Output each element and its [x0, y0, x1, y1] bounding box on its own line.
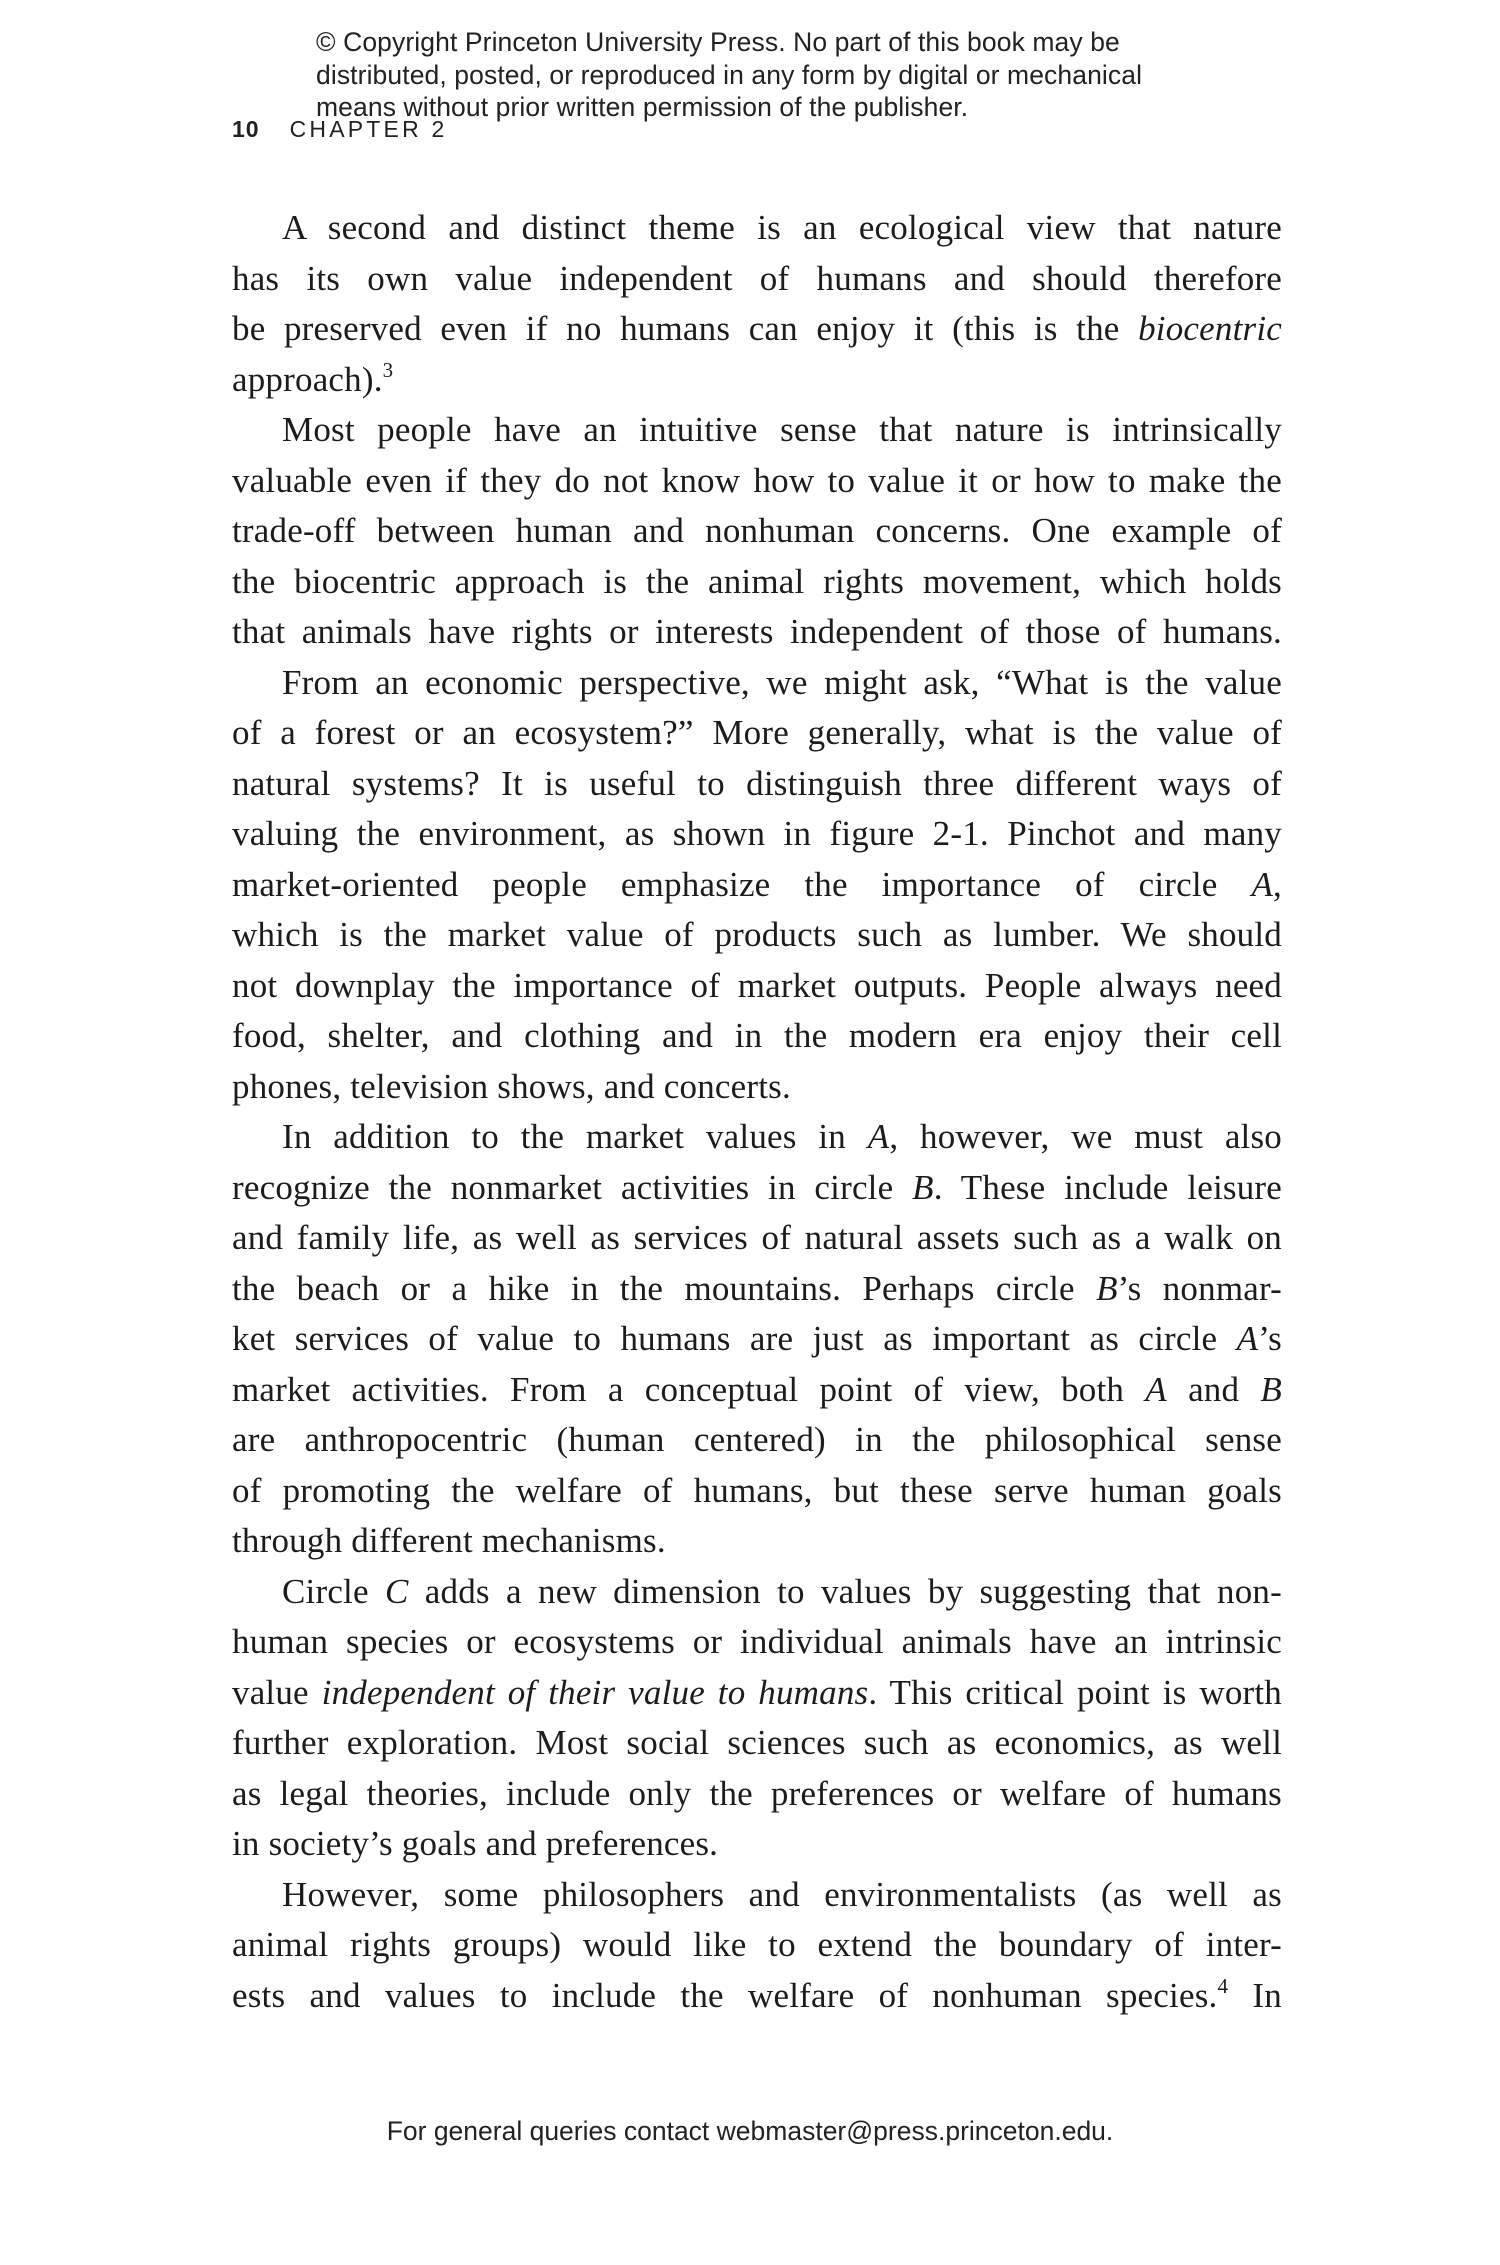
text-line: of a forest or an ecosystem?” More generally, what is the value of	[232, 713, 1282, 752]
paragraph	[232, 1567, 1282, 1870]
text-line: A second and distinct theme is an ecological view that nature	[282, 208, 1282, 247]
paragraph	[232, 405, 1282, 658]
text-line: valuing the environment, as shown in figure 2-1. Pinchot and many	[232, 814, 1282, 853]
text-line: as legal theories, include only the preferences or welfare of humans	[232, 1773, 1282, 1813]
text-line: market activities. From a conceptual point of view, both A and B	[232, 1369, 1282, 1409]
text-line: human species or ecosystems or individual animals have an intrinsic	[232, 1622, 1282, 1661]
text-line: has its own value independent of humans and should therefore	[232, 258, 1282, 298]
copyright-line: distributed, posted, or reproduced in any form by digital or mechanical	[316, 59, 1143, 90]
paragraph	[232, 658, 1282, 1113]
paragraph	[232, 203, 1282, 405]
copyright-line: © Copyright Princeton University Press. No part of this book may be	[316, 27, 1120, 57]
text-line: in society’s goals and preferences.	[232, 1824, 719, 1863]
copyright-notice	[316, 26, 1216, 124]
text-line: not downplay the importance of market outputs. People always need	[232, 965, 1282, 1005]
footnote-ref[interactable]: 4	[1217, 1973, 1229, 1998]
paragraph	[232, 1112, 1282, 1567]
text-line: approach).$^3$	[232, 357, 394, 399]
text-line: that animals have rights or interests independent of those of humans.	[232, 612, 1282, 651]
text-line: From an economic perspective, we might ask, “What is the value	[282, 662, 1282, 702]
text-line: which is the market value of products such as lumber. We should	[232, 915, 1282, 954]
text-line: value independent of their value to humans. This critical point is worth	[232, 1672, 1282, 1712]
text-line: food, shelter, and clothing and in the modern era enjoy their cell	[232, 1016, 1282, 1055]
running-head	[232, 116, 447, 143]
text-line: trade-off between human and nonhuman concerns. One example of	[232, 511, 1282, 550]
text-line: are anthropocentric (human centered) in the philosophical sense	[232, 1420, 1282, 1459]
footnote-ref[interactable]: 3	[382, 357, 394, 382]
text-line: In addition to the market values in A, however, we must also	[282, 1117, 1282, 1156]
text-line: natural systems? It is useful to distinguish three different ways of	[232, 763, 1282, 803]
body-text	[232, 203, 1282, 2021]
text-line: valuable even if they do not know how to value it or how to make the	[232, 460, 1282, 500]
text-line: animal rights groups) would like to extend the boundary of inter-	[232, 1925, 1282, 1964]
copyright-line: means without prior written permission of the publisher.	[316, 92, 969, 122]
text-line: through different mechanisms.	[232, 1521, 666, 1560]
chapter-label: CHAPTER 2	[289, 116, 448, 142]
text-line: of promoting the welfare of humans, but these serve human goals	[232, 1470, 1282, 1510]
text-line: Circle C adds a new dimension to values by suggesting that non-	[282, 1571, 1282, 1611]
text-line: market-oriented people emphasize the importance of circle A,	[232, 864, 1282, 904]
text-line: Most people have an intuitive sense that nature is intrinsically	[282, 410, 1282, 449]
text-line: and family life, as well as services of natural assets such as a walk on	[232, 1218, 1282, 1257]
footer-contact: For general queries contact webmaster@press.princeton.edu.	[386, 2116, 1114, 2146]
text-line: the biocentric approach is the animal rights movement, which holds	[232, 561, 1282, 601]
text-line: phones, television shows, and concerts.	[232, 1066, 791, 1106]
text-line: However, some philosophers and environmentalists (as well as	[282, 1874, 1282, 1914]
text-line: the beach or a hike in the mountains. Perhaps circle B’s nonmar-	[232, 1268, 1282, 1308]
text-line: further exploration. Most social sciences such as economics, as well	[232, 1723, 1282, 1762]
text-line: recognize the nonmarket activities in circle B. These include leisure	[232, 1167, 1282, 1207]
text-line: ket services of value to humans are just as important as circle A’s	[232, 1319, 1282, 1358]
page-number: 10	[232, 116, 260, 142]
text-line: ests and values to include the welfare of nonhuman species.$^4$ In	[232, 1973, 1282, 2015]
paragraph	[232, 1870, 1282, 2022]
text-line: be preserved even if no humans can enjoy it (this is the biocentric	[232, 309, 1282, 348]
